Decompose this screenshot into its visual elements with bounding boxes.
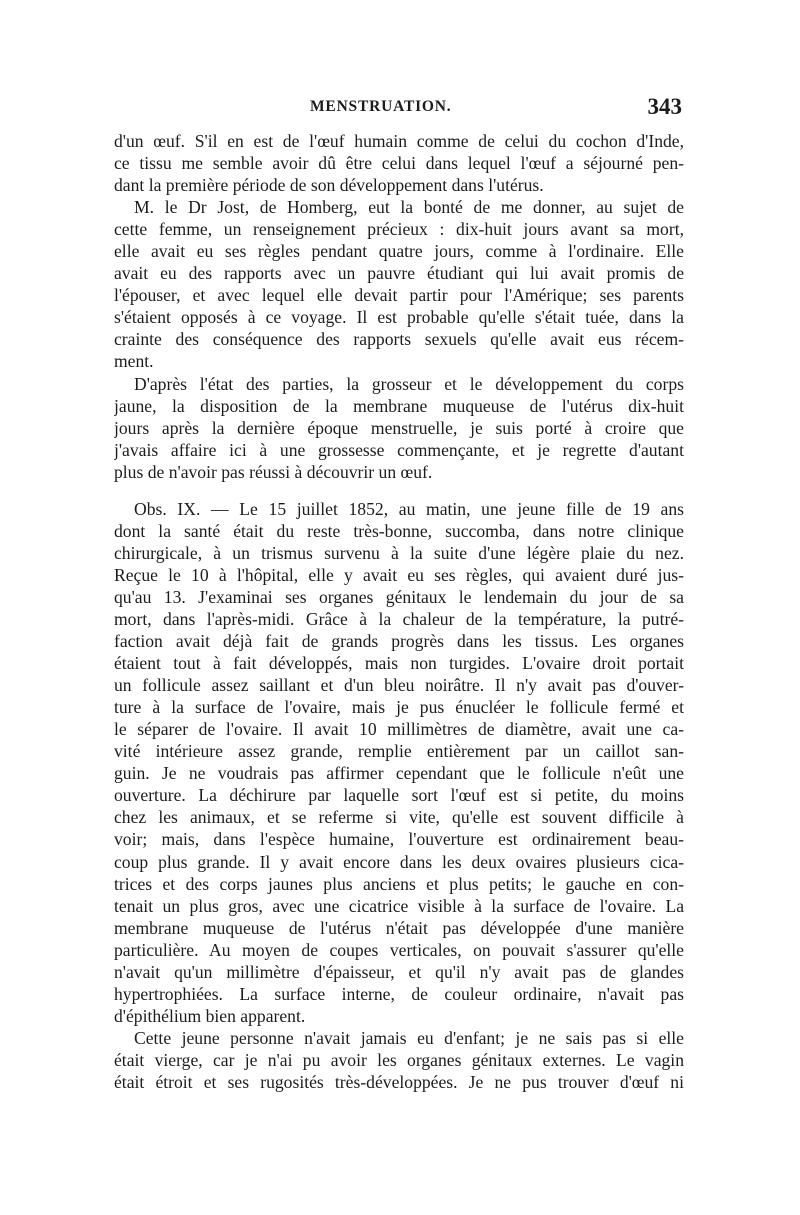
- text-line: hypertrophiées. La surface interne, de couleur ordinaire, n'avait pas: [114, 983, 684, 1004]
- text-line: membrane muqueuse de l'utérus n'était pas développée d'une manière: [114, 917, 684, 938]
- text-line: l'épouser, et avec lequel elle devait partir pour l'Amérique; ses parents: [114, 285, 684, 306]
- text-line: vité intérieure assez grande, remplie entièrement par un caillot san-: [114, 741, 684, 762]
- text-line: tenait un plus gros, avec une cicatrice visible à la surface de l'ovaire. La: [114, 895, 684, 916]
- text-line: coup plus grande. Il y avait encore dans les deux ovaires plusieurs cica-: [114, 851, 684, 872]
- text-line: plus de n'avoir pas réussi à découvrir un œuf.: [114, 461, 433, 482]
- text-line: étaient tout à fait développés, mais non turgides. L'ovaire droit portait: [114, 653, 684, 674]
- page-body: [114, 130, 684, 1093]
- text-line: j'avais affaire ici à une grossesse commençante, et je regrette d'autant: [114, 439, 684, 460]
- text-line: D'après l'état des parties, la grosseur et le développement du corps: [134, 373, 684, 394]
- text-line: d'un œuf. S'il en est de l'œuf humain comme de celui du cochon d'Inde,: [114, 131, 684, 151]
- text-line: M. le Dr Jost, de Homberg, eut la bonté de me donner, au sujet de: [134, 197, 684, 218]
- text-line: trices et des corps jaunes plus anciens et plus petits; le gauche en con-: [114, 873, 684, 894]
- text-line: n'avait qu'un millimètre d'épaisseur, et qu'il n'y avait pas de glandes: [114, 961, 684, 982]
- text-line: jours après la dernière époque menstruelle, je suis porté à croire que: [114, 417, 684, 438]
- text-line: particulière. Au moyen de coupes verticales, on pouvait s'assurer qu'elle: [114, 939, 684, 960]
- text-line: jaune, la disposition de la membrane muqueuse de l'utérus dix-huit: [114, 395, 684, 416]
- text-line: guin. Je ne voudrais pas affirmer cependant que le follicule n'eût une: [114, 763, 684, 784]
- text-line: chirurgicale, à un trismus survenu à la suite d'une légère plaie du nez.: [114, 542, 684, 563]
- text-line: était vierge, car je n'ai pu avoir les organes génitaux externes. Le vagin: [114, 1049, 684, 1070]
- running-title: MENSTRUATION.: [310, 98, 452, 115]
- text-line: voir; mais, dans l'espèce humaine, l'ouverture est ordinairement beau-: [114, 829, 684, 850]
- text-line: qu'au 13. J'examinai ses organes génitaux le lendemain du jour de sa: [114, 586, 684, 607]
- text-line: ture à la surface de l'ovaire, mais je pus énucléer le follicule fermé et: [114, 697, 684, 718]
- text-line: ouverture. La déchirure par laquelle sort l'œuf est si petite, du moins: [114, 785, 684, 806]
- text-line: ment.: [114, 351, 154, 372]
- text-line: dont la santé était du reste très-bonne, succomba, dans notre clinique: [114, 520, 684, 541]
- text-line: avait eu des rapports avec un pauvre étudiant qui lui avait promis de: [114, 263, 684, 284]
- page-header: [114, 94, 684, 128]
- text-line: cette femme, un renseignement précieux : dix-huit jours avant sa mort,: [114, 219, 684, 240]
- book-page: [114, 94, 684, 1174]
- text-line: crainte des conséquence des rapports sexuels qu'elle avait eus récem-: [114, 329, 684, 350]
- text-line: s'étaient opposés à ce voyage. Il est probable qu'elle s'était tuée, dans la: [114, 307, 684, 328]
- text-line: mort, dans l'après-midi. Grâce à la chaleur de la température, la putré-: [114, 608, 684, 629]
- paragraph-gap: [114, 483, 684, 498]
- text-line: ce tissu me semble avoir dû être celui dans lequel l'œuf a séjourné pen-: [114, 153, 684, 174]
- text-line: était étroit et ses rugosités très-développées. Je ne pus trouver d'œuf ni: [114, 1071, 684, 1092]
- text-line: d'épithélium bien apparent.: [114, 1005, 306, 1026]
- text-line: Reçue le 10 à l'hôpital, elle y avait eu ses règles, qui avaient duré jus-: [114, 564, 684, 585]
- text-line: Cette jeune personne n'avait jamais eu d'enfant; je ne sais pas si elle: [134, 1027, 684, 1048]
- text-line: chez les animaux, et se referme si vite, qu'elle est souvent difficile à: [114, 807, 684, 828]
- text-line: elle avait eu ses règles pendant quatre jours, comme à l'ordinaire. Elle: [114, 241, 684, 262]
- observation-heading-line: Obs. IX. — Le 15 juillet 1852, au matin, une jeune fille de 19 ans: [134, 498, 684, 519]
- text-line: faction avait déjà fait de grands progrès dans les tissus. Les organes: [114, 631, 684, 652]
- page-number: 343: [647, 94, 682, 119]
- text-line: le séparer de l'ovaire. Il avait 10 millimètres de diamètre, avait une ca-: [114, 719, 684, 740]
- text-line: dant la première période de son développement dans l'utérus.: [114, 175, 544, 196]
- text-line: un follicule assez saillant et d'un bleu noirâtre. Il n'y avait pas d'ouver-: [114, 675, 684, 696]
